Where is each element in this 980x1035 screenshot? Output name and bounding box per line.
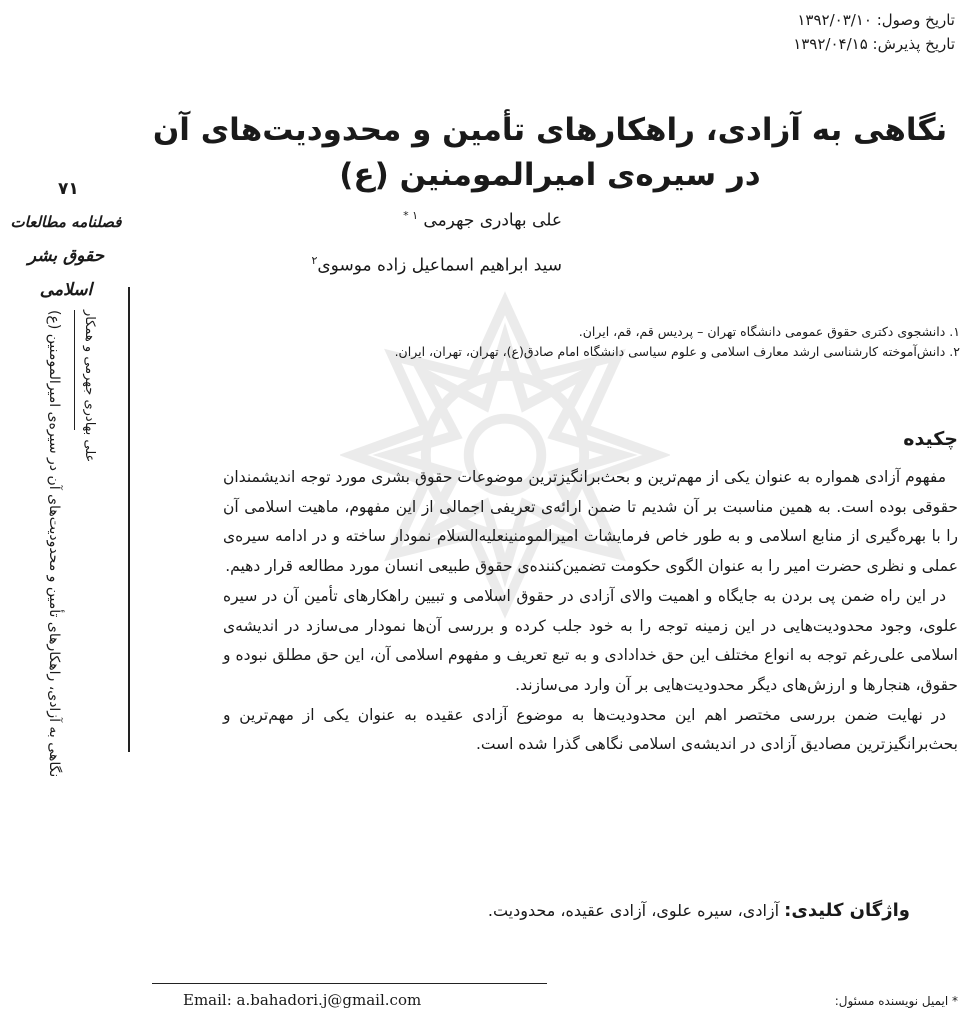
affiliations [160,322,960,362]
running-authors: علی بهادری جهرمی و همکار [82,310,97,463]
keywords-label: واژگان کلیدی: [784,900,910,921]
sidebar-divider [128,287,130,752]
journal-name-line1: فصلنامه مطالعات [10,213,122,231]
abstract-heading: چکیده [903,428,958,450]
journal-sidebar [0,175,130,1035]
running-title: نگاهی به آزادی، راهکارهای تأمین و محدودیت‌های آن در سیره‌ی امیرالمومنین (ع) [46,310,62,778]
running-title-rule [74,310,75,430]
submission-dates [655,8,955,56]
author-2-name: سید ابراهیم اسماعیل زاده موسوی [317,255,562,276]
keywords [488,900,910,921]
journal-name [10,205,122,307]
author-2-mark: ۲ [311,253,318,267]
journal-name-line2: حقوق بشر اسلامی [27,246,105,300]
author-1 [162,196,562,241]
author-2 [162,241,562,286]
affiliation-2: ۲. دانش‌آموخته کارشناسی ارشد معارف اسلامی و علوم سیاسی دانشگاه امام صادق(ع)، تهران، تهران، ایران. [394,344,960,359]
abstract-paragraph: در نهایت ضمن بررسی مختصر اهم این محدودیت‌ها به موضوع آزادی عقیده به عنوان یکی از مهم‌ترین و بحث‌برانگیزترین مصادیق آزادی در اندیشه‌ی اسلامی نگاهی گذرا شده است. [223,705,958,754]
keywords-text: آزادی، سیره علوی، آزادی عقیده، محدودیت. [487,901,780,920]
abstract-paragraph: مفهوم آزادی همواره به عنوان یکی از مهم‌ترین و بحث‌برانگیزترین موضوعات حقوق بشری مورد توجه اندیشمندان حقوقی بوده است. به همین مناسبت بر آن شدیم تا ضمن ارائه‌ی تعریفی اجمالی از این مفهوم، ماهیت اسلامی آن را با بهره‌گیری از منابع اسلامی و به طور خاص فرمایشات امیرالمومنینعلیه‌السلام نمودار ساخته و در ادامه سیره‌ی عملی و نظری حضرت امیر را به عنوان الگوی حکومت تضمین‌کننده‌ی حقوق طبیعی انسان مورد مطالعه قرار دهیم. [223,468,958,576]
received-date: تاریخ وصول: ۱۳۹۲/۰۳/۱۰ [797,11,955,29]
author-list [162,196,562,285]
author-1-mark: ۱ * [403,209,418,222]
page-number: ۷۱ [58,179,79,199]
accepted-date: تاریخ پذیرش: ۱۳۹۲/۰۴/۱۵ [793,35,955,53]
footnote-divider [152,983,547,984]
author-email: Email: a.bahadori.j@gmail.com [183,991,422,1009]
abstract-body [223,463,958,760]
author-1-name: علی بهادری جهرمی [423,210,562,231]
abstract-paragraph: در این راه ضمن پی بردن به جایگاه و اهمیت والای آزادی در حقوق اسلامی و تبیین راهکارهای تأمین آن در سیره علوی، وجود محدودیت‌هایی در این زمینه توجه را به خود جلب کرده و بررسی آن‌ها نمودار می‌سازد در اندیشه‌ی اسلامی علی‌رغم توجه به انواع مختلف این حق خدادادی و به تبع تعریف و مفهوم اسلامی آن، این حق مطلق نبوده و حقوق، هنجارها و ارزش‌های دیگر محدودیت‌هایی بر آن وارد می‌سازند. [223,586,958,694]
paper-title: نگاهی به آزادی، راهکارهای تأمین و محدودیت‌های آن در سیره‌ی امیرالمومنین (ع) [152,112,948,193]
footnote-label: * ایمیل نویسنده مسئول: [834,994,958,1008]
affiliation-1: ۱. دانشجوی دکتری حقوق عمومی دانشگاه تهران – پردیس قم، قم، ایران. [578,324,960,339]
